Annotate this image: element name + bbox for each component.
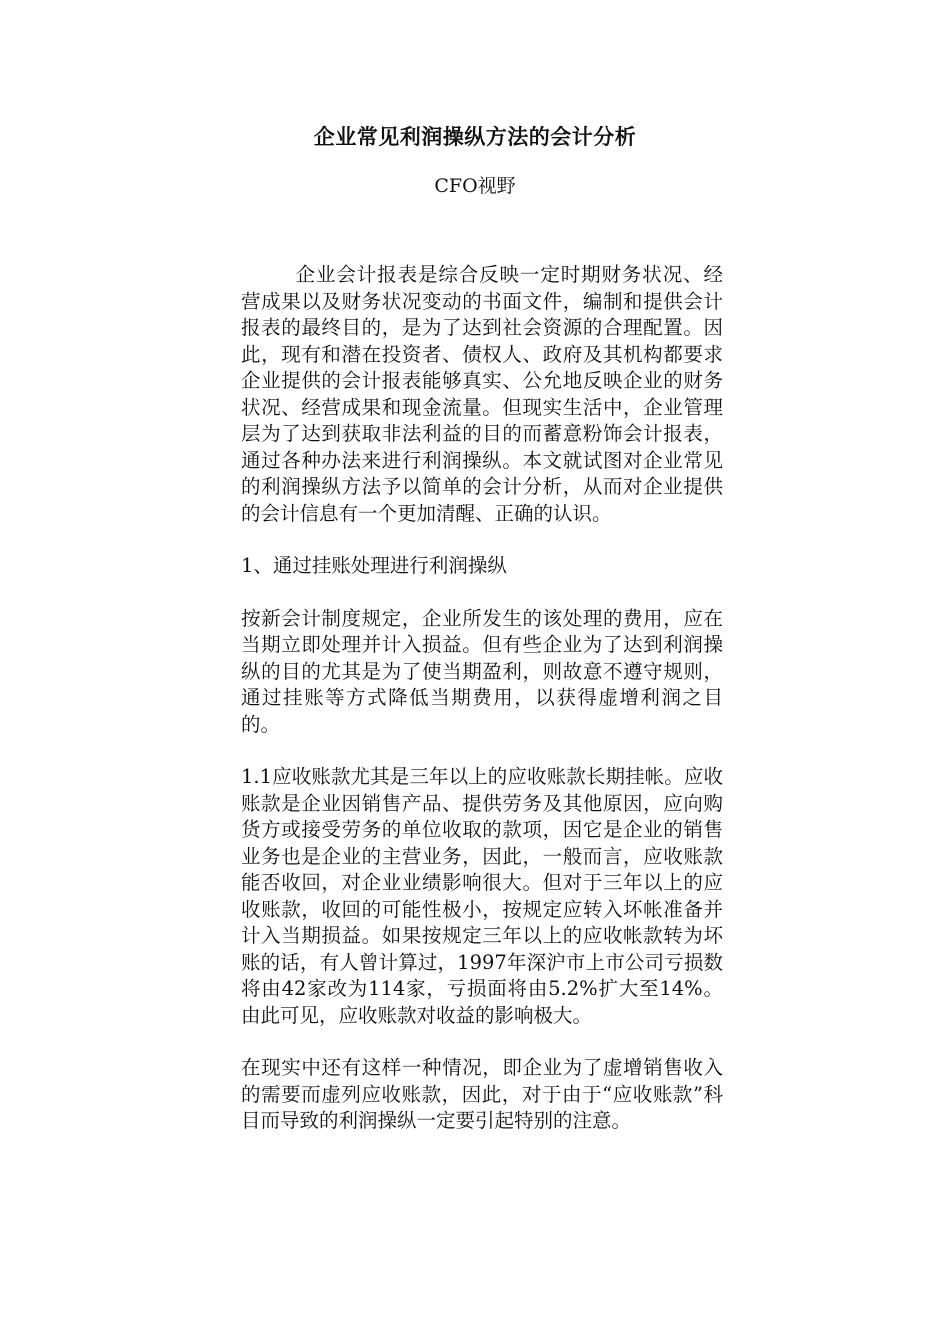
document-title: 企业常见利润操纵方法的会计分析 [313,124,637,149]
paragraph-note: 在现实中还有这样一种情况，即企业为了虚增销售收入的需要而虚列应收账款，因此，对于由于“应收账款”科目而导致的利润操纵一定要引起特别的注意。 [241,1056,723,1132]
paragraph-section-1: 按新会计制度规定，企业所发生的该处理的费用，应在当期立即处理并计入损益。但有些企业为了达到利润操纵的目的尤其是为了使当期盈利，则故意不遵守规则，通过挂账等方式降低当期费用，以获得虚增利润之目的。 [241,606,723,736]
paragraph-intro: 企业会计报表是综合反映一定时期财务状况、经营成果以及财务状况变动的书面文件，编制和提供会计报表的最终目的，是为了达到社会资源的合理配置。因此，现有和潜在投资者、债权人、政府及其机构都要求企业提供的会计报表能够真实、公允地反映企业的财务状况、经营成果和现金流量。但现实生活中，企业管理层为了达到获取非法利益的目的而蓄意粉饰会计报表，通过各种办法来进行利润操纵。本文就试图对企业常见的利润操纵方法予以简单的会计分析，从而对企业提供的会计信息有一个更加清醒、正确的认识。 [241,263,723,525]
document-body [241,262,723,1161]
section-heading-1: 1、通过挂账处理进行利润操纵 [241,554,507,577]
paragraph-subsection-1-1: 1.1应收账款尤其是三年以上的应收账款长期挂帐。应收账款是企业因销售产品、提供劳务及其他原因，应向购货方或接受劳务的单位收取的款项，因它是企业的销售业务也是企业的主营业务，因此，一般而言，应收账款能否收回，对企业业绩影响很大。但对于三年以上的应收账款，收回的可能性极小，按规定应转入坏帐准备并计入当期损益。如果按规定三年以上的应收帐款转为坏账的话，有人曾计算过，1997年深沪市上市公司亏损数将由42家改为114家，亏损面将由5.2%扩大至14%。由此可见，应收账款对收益的影响极大。 [241,765,723,1027]
document-author: CFO视野 [434,175,516,197]
